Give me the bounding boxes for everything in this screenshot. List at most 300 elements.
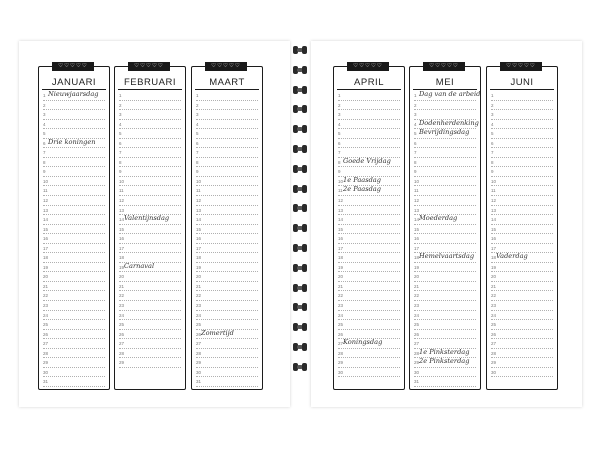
spiral-ring: [293, 204, 307, 212]
day-row: [414, 148, 476, 158]
day-number: 6: [196, 140, 199, 146]
spiral-ring: [293, 363, 307, 371]
spiral-ring: [293, 46, 307, 54]
day-list: [334, 91, 404, 377]
day-number: 31: [196, 379, 202, 385]
holiday-label: Carnaval: [124, 261, 155, 270]
day-number: 20: [43, 274, 49, 280]
day-number: 21: [43, 283, 49, 289]
day-row: [491, 206, 553, 216]
day-number: 15: [414, 226, 420, 232]
divider: [337, 89, 401, 90]
day-row: [414, 186, 476, 196]
day-number: 23: [43, 303, 49, 309]
day-row: [491, 110, 553, 120]
day-number: 8: [43, 159, 46, 165]
day-number: 4: [119, 121, 122, 127]
day-row: [119, 167, 181, 177]
day-number: 7: [43, 150, 46, 156]
day-number: 5: [196, 131, 199, 137]
day-number: 2: [491, 102, 494, 108]
month-column-march: [191, 63, 263, 390]
day-row: [119, 320, 181, 330]
day-row: [491, 167, 553, 177]
day-row: [491, 330, 553, 340]
day-row: [43, 225, 105, 235]
day-number: 7: [414, 150, 417, 156]
day-row: [414, 234, 476, 244]
day-row: [491, 101, 553, 111]
day-number: 13: [43, 207, 49, 213]
spiral-ring: [293, 224, 307, 232]
day-row: [119, 349, 181, 359]
spiral-ring: [293, 323, 307, 331]
day-number: 4: [491, 121, 494, 127]
day-number: 12: [119, 198, 125, 204]
day-number: 1: [338, 93, 341, 98]
month-column-may: [409, 63, 481, 390]
day-number: 9: [43, 169, 46, 175]
holiday-label: Vaderdag: [496, 252, 528, 261]
day-number: 22: [119, 293, 125, 299]
day-number: 10: [119, 178, 125, 184]
day-number: 12: [196, 198, 202, 204]
day-number: 16: [43, 236, 49, 242]
washi-tape: ♡♡♡♡♡: [52, 62, 94, 71]
day-row: [43, 377, 105, 387]
day-number: 22: [196, 293, 202, 299]
day-row: [491, 339, 553, 349]
day-number: 23: [491, 303, 497, 309]
month-title: FEBRUARI: [123, 77, 177, 88]
day-row: [43, 120, 105, 130]
day-row: [491, 368, 553, 378]
spiral-ring: [293, 264, 307, 272]
day-row: [338, 291, 400, 301]
day-number: 28: [43, 350, 49, 356]
day-row: [119, 196, 181, 206]
day-row: [43, 158, 105, 168]
day-number: 4: [196, 121, 199, 127]
day-row: [196, 158, 258, 168]
day-number: 27: [338, 341, 344, 347]
day-number: 16: [196, 236, 202, 242]
day-row: [119, 110, 181, 120]
day-row: [196, 244, 258, 254]
day-number: 19: [119, 264, 125, 270]
day-row: [119, 101, 181, 111]
day-row: [196, 215, 258, 225]
day-row: [491, 148, 553, 158]
day-row: [43, 349, 105, 359]
day-number: 3: [491, 112, 494, 118]
day-number: 23: [196, 303, 202, 309]
day-row: [43, 330, 105, 340]
holiday-label: Moederdag: [419, 214, 458, 223]
day-number: 1: [491, 93, 494, 98]
day-row: [196, 120, 258, 130]
day-number: 14: [414, 217, 420, 223]
day-row: [414, 129, 476, 139]
day-row: [414, 196, 476, 206]
day-row: [119, 148, 181, 158]
day-row: [414, 311, 476, 321]
day-row: [338, 196, 400, 206]
day-row: [414, 263, 476, 273]
day-list: [410, 91, 480, 387]
day-row: [338, 311, 400, 321]
day-number: 12: [491, 198, 497, 204]
day-row: [196, 311, 258, 321]
day-row: [414, 90, 481, 101]
day-number: 24: [43, 312, 49, 318]
day-row: [338, 139, 400, 149]
spiral-ring: [293, 105, 307, 113]
day-row: [338, 158, 400, 168]
divider: [118, 89, 182, 90]
day-number: 14: [338, 217, 344, 223]
day-number: 9: [338, 169, 341, 175]
day-row: [414, 282, 476, 292]
day-number: 1: [119, 93, 122, 98]
day-row: [119, 339, 181, 349]
day-row: [43, 272, 105, 282]
day-number: 10: [491, 178, 497, 184]
day-row: [491, 301, 553, 311]
day-number: 7: [196, 150, 199, 156]
day-row: [414, 177, 476, 187]
day-number: 25: [119, 322, 125, 328]
day-row: [43, 358, 105, 368]
day-row: [491, 158, 553, 168]
day-row: [196, 91, 258, 101]
day-row: [196, 206, 258, 216]
day-number: 19: [196, 264, 202, 270]
day-number: 29: [414, 360, 420, 366]
holiday-label: 1e Pinksterdag: [419, 347, 470, 356]
day-row: [119, 301, 181, 311]
spiral-ring: [293, 284, 307, 292]
day-row: [338, 110, 400, 120]
day-number: 18: [414, 255, 420, 261]
day-number: 26: [196, 331, 202, 337]
day-number: 18: [43, 255, 49, 261]
day-number: 6: [43, 140, 46, 146]
day-row: [43, 368, 105, 378]
day-row: [119, 263, 181, 273]
holiday-label: Bevrijdingsdag: [419, 128, 470, 137]
day-row: [43, 177, 105, 187]
day-number: 27: [196, 341, 202, 347]
spiral-ring: [293, 66, 307, 74]
day-number: 12: [43, 198, 49, 204]
spiral-ring: [293, 185, 307, 193]
day-row: [196, 272, 258, 282]
day-row: [491, 225, 553, 235]
day-number: 17: [43, 245, 49, 251]
day-number: 27: [491, 341, 497, 347]
day-row: [338, 101, 400, 111]
washi-tape: ♡♡♡♡♡: [500, 62, 542, 71]
day-number: 4: [414, 121, 417, 127]
day-number: 18: [491, 255, 497, 261]
day-row: [491, 291, 553, 301]
day-number: 20: [491, 274, 497, 280]
holiday-label: Hemelvaartsdag: [419, 252, 475, 261]
day-number: 25: [338, 322, 344, 328]
day-row: [43, 206, 105, 216]
day-number: 6: [119, 140, 122, 146]
day-row: [338, 215, 400, 225]
day-number: 17: [196, 245, 202, 251]
day-row: [196, 110, 258, 120]
day-number: 28: [338, 350, 344, 356]
day-row: [119, 186, 181, 196]
day-row: [338, 129, 400, 139]
day-row: [338, 320, 400, 330]
day-number: 7: [491, 150, 494, 156]
day-number: 26: [43, 331, 49, 337]
day-row: [338, 234, 400, 244]
day-number: 3: [43, 112, 46, 118]
day-row: [338, 120, 400, 130]
day-row: [119, 234, 181, 244]
day-number: 6: [338, 140, 341, 146]
day-row: [196, 101, 258, 111]
day-row: [414, 320, 476, 330]
day-row: [338, 91, 400, 101]
day-number: 30: [338, 369, 344, 375]
day-number: 3: [196, 112, 199, 118]
day-row: [196, 234, 258, 244]
day-number: 31: [43, 379, 49, 385]
day-number: 2: [119, 102, 122, 108]
day-row: [196, 368, 258, 378]
day-row: [43, 110, 105, 120]
day-number: 17: [119, 245, 125, 251]
day-number: 11: [338, 188, 343, 194]
day-list: [39, 91, 109, 387]
day-row: [491, 311, 553, 321]
spiral-ring: [293, 244, 307, 252]
day-row: [119, 215, 181, 225]
day-number: 18: [338, 255, 344, 261]
day-number: 7: [338, 150, 341, 156]
day-number: 18: [119, 255, 125, 261]
day-row: [491, 186, 553, 196]
day-number: 19: [43, 264, 49, 270]
day-row: [119, 311, 181, 321]
day-row: [491, 282, 553, 292]
day-row: [43, 91, 105, 101]
day-number: 30: [43, 369, 49, 375]
day-number: 8: [338, 159, 341, 165]
day-number: 10: [414, 178, 420, 184]
day-row: [119, 272, 181, 282]
day-number: 17: [338, 245, 344, 251]
holiday-label: Koningsdag: [343, 338, 383, 347]
day-row: [414, 272, 476, 282]
spiral-ring: [293, 343, 307, 351]
day-number: 27: [43, 341, 49, 347]
day-number: 13: [414, 207, 420, 213]
day-number: 14: [43, 217, 49, 223]
day-row: [196, 291, 258, 301]
day-number: 17: [414, 245, 420, 251]
day-number: 2: [196, 102, 199, 108]
day-row: [338, 244, 400, 254]
day-number: 11: [414, 188, 419, 194]
spiral-ring: [293, 125, 307, 133]
spiral-ring: [293, 303, 307, 311]
day-row: [119, 358, 181, 368]
day-row: [43, 148, 105, 158]
day-number: 30: [414, 369, 420, 375]
day-number: 31: [414, 379, 420, 385]
day-row: [119, 291, 181, 301]
day-number: 24: [338, 312, 344, 318]
holiday-label: Zomertijd: [201, 328, 234, 337]
holiday-label: Drie koningen: [48, 137, 96, 146]
day-row: [414, 368, 476, 378]
day-number: 26: [414, 331, 420, 337]
day-number: 11: [196, 188, 201, 194]
day-number: 14: [119, 217, 125, 223]
day-number: 3: [119, 112, 122, 118]
day-row: [196, 253, 258, 263]
day-number: 15: [43, 226, 49, 232]
day-row: [119, 330, 181, 340]
day-row: [119, 139, 181, 149]
month-title: JUNI: [510, 77, 534, 88]
day-row: [43, 291, 105, 301]
day-number: 2: [414, 102, 417, 108]
day-number: 25: [196, 322, 202, 328]
day-row: [43, 339, 105, 349]
day-number: 2: [338, 102, 341, 108]
day-row: [414, 139, 476, 149]
day-number: 9: [491, 169, 494, 175]
day-number: 20: [196, 274, 202, 280]
day-number: 27: [119, 341, 125, 347]
day-number: 4: [338, 121, 341, 127]
day-number: 20: [414, 274, 420, 280]
holiday-label: Goede Vrijdag: [343, 156, 391, 165]
day-row: [119, 91, 181, 101]
day-row: [196, 129, 258, 139]
day-number: 5: [491, 131, 494, 137]
day-row: [43, 301, 105, 311]
day-number: 20: [119, 274, 125, 280]
day-number: 21: [491, 283, 497, 289]
spiral-ring: [293, 145, 307, 153]
day-number: 17: [491, 245, 497, 251]
day-row: [414, 225, 476, 235]
day-number: 16: [119, 236, 125, 242]
month-column-january: [38, 63, 110, 390]
month-title: MAART: [209, 77, 245, 88]
holiday-label: Dodenherdenking: [419, 118, 479, 127]
day-row: [338, 349, 400, 359]
day-row: [491, 320, 553, 330]
day-number: 11: [119, 188, 124, 194]
day-number: 22: [338, 293, 344, 299]
day-number: 28: [491, 350, 497, 356]
day-number: 24: [491, 312, 497, 318]
holiday-label: 2e Pinksterdag: [419, 357, 470, 366]
day-number: 13: [338, 207, 344, 213]
day-number: 2: [43, 102, 46, 108]
day-row: [43, 215, 105, 225]
day-row: [414, 291, 476, 301]
day-number: 10: [196, 178, 202, 184]
day-row: [119, 120, 181, 130]
washi-tape: ♡♡♡♡♡: [347, 62, 389, 71]
day-number: 8: [196, 159, 199, 165]
spiral-ring: [293, 165, 307, 173]
day-number: 1: [414, 93, 417, 98]
day-number: 4: [43, 121, 46, 127]
day-number: 22: [491, 293, 497, 299]
day-number: 26: [119, 331, 125, 337]
day-number: 12: [338, 198, 344, 204]
day-row: [338, 186, 400, 196]
day-row: [491, 253, 553, 263]
day-number: 21: [338, 283, 344, 289]
day-row: [196, 282, 258, 292]
spiral-binding: [290, 46, 310, 386]
day-number: 25: [414, 322, 420, 328]
day-number: 21: [196, 283, 202, 289]
day-number: 15: [338, 226, 344, 232]
day-row: [196, 139, 258, 149]
day-row: [43, 139, 105, 149]
day-number: 6: [491, 140, 494, 146]
day-number: 29: [491, 360, 497, 366]
day-row: [43, 101, 105, 111]
day-number: 25: [43, 322, 49, 328]
day-row: [491, 91, 553, 101]
day-row: [491, 234, 553, 244]
day-list: [192, 91, 262, 387]
day-number: 22: [414, 293, 420, 299]
day-row: [119, 244, 181, 254]
day-number: 8: [491, 159, 494, 165]
day-row: [491, 349, 553, 359]
month-title: JANUARI: [51, 77, 97, 88]
spiral-ring: [293, 86, 307, 94]
day-row: [491, 263, 553, 273]
day-number: 13: [119, 207, 125, 213]
day-row: [338, 368, 400, 378]
day-number: 28: [119, 350, 125, 356]
day-row: [491, 177, 553, 187]
day-row: [414, 253, 476, 263]
day-number: 12: [414, 198, 420, 204]
day-row: [43, 263, 105, 273]
day-row: [491, 129, 553, 139]
holiday-label: 2e Paasdag: [343, 185, 381, 194]
day-row: [414, 358, 476, 368]
day-row: [338, 301, 400, 311]
day-row: [338, 253, 400, 263]
day-number: 24: [119, 312, 125, 318]
holiday-label: 1e Paasdag: [343, 175, 381, 184]
day-row: [43, 196, 105, 206]
washi-tape: ♡♡♡♡♡: [128, 62, 170, 71]
day-row: [43, 311, 105, 321]
day-row: [196, 301, 258, 311]
